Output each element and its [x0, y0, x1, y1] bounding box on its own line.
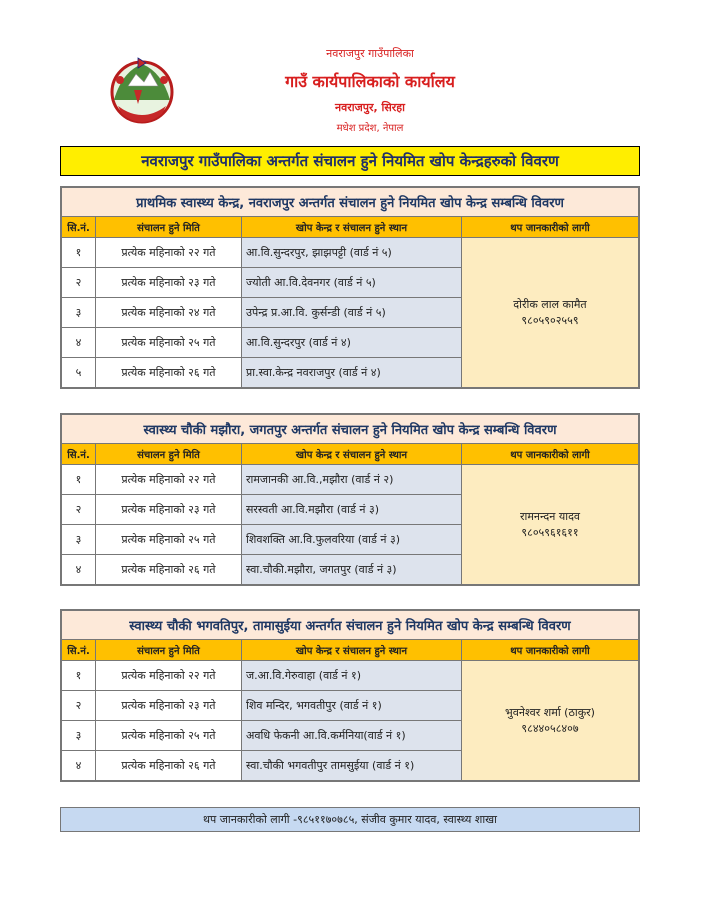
section-hp-majhaura	[60, 413, 640, 586]
row-no: ४	[62, 555, 96, 585]
row-date: प्रत्येक महिनाको २६ गते	[96, 555, 242, 585]
row-location: सरस्वती आ.वि.मझौरा (वार्ड नं ३)	[242, 495, 462, 525]
row-date: प्रत्येक महिनाको २६ गते	[96, 751, 242, 781]
section-title: प्राथमिक स्वास्थ्य केन्द्र, नवराजपुर अन्तर्गत संचालन हुने नियमित खोप केन्द्र सम्बन्धि विवरण	[62, 188, 639, 217]
row-location: रामजानकी आ.वि.,मझौरा (वार्ड नं २)	[242, 465, 462, 495]
col-date: संचालन हुने मिति	[96, 217, 242, 238]
col-date: संचालन हुने मिति	[96, 640, 242, 661]
office-name: गाउँ कार्यपालिकाको कार्यालय	[285, 72, 455, 91]
row-location: आ.वि.सुन्दरपुर, झाझपट्टी (वार्ड नं ५)	[242, 238, 462, 268]
row-no: १	[62, 661, 96, 691]
section-phc-navrajpur	[60, 186, 640, 389]
section-hp-bhagwatipur	[60, 609, 640, 782]
footer-contact: थप जानकारीको लागी -९८५११७०७८५, संजीव कुमार यादव, स्वास्थ्य शाखा	[60, 807, 640, 832]
col-date: संचालन हुने मिति	[96, 444, 242, 465]
row-location: आ.वि.सुन्दरपुर (वार्ड नं ४)	[242, 328, 462, 358]
row-location: शिवशक्ति आ.वि.फुलवरिया (वार्ड नं ३)	[242, 525, 462, 555]
row-date: प्रत्येक महिनाको २३ गते	[96, 495, 242, 525]
row-no: ४	[62, 751, 96, 781]
row-no: १	[62, 238, 96, 268]
col-location: खोप केन्द्र र संचालन हुने स्थान	[242, 444, 462, 465]
table-row	[62, 238, 639, 268]
row-date: प्रत्येक महिनाको २५ गते	[96, 721, 242, 751]
row-no: ३	[62, 525, 96, 555]
row-date: प्रत्येक महिनाको २५ गते	[96, 525, 242, 555]
nepal-emblem-icon	[98, 52, 186, 130]
row-no: ४	[62, 328, 96, 358]
province-line: मधेश प्रदेश, नेपाल	[336, 123, 404, 134]
municipality-name: नवराजपुर गाउँपालिका	[326, 47, 414, 60]
col-location: खोप केन्द्र र संचालन हुने स्थान	[242, 640, 462, 661]
col-no: सि.नं.	[62, 217, 96, 238]
row-no: २	[62, 268, 96, 298]
contact-cell	[462, 238, 639, 388]
address-line: नवराजपुर, सिरहा	[335, 101, 405, 114]
contact-phone: ९८०५९०२५५९	[521, 313, 579, 327]
col-no: सि.नं.	[62, 444, 96, 465]
row-location: अवधि फेकनी आ.वि.कर्मनिया(वार्ड नं १)	[242, 721, 462, 751]
row-location: शिव मन्दिर, भगवतीपुर (वार्ड नं १)	[242, 691, 462, 721]
col-contact: थप जानकारीको लागी	[462, 640, 639, 661]
row-location: ज्योती आ.वि.देवनगर (वार्ड नं ५)	[242, 268, 462, 298]
contact-name: दोरीक लाल कामैत	[513, 297, 587, 311]
section-title: स्वास्थ्य चौकी मझौरा, जगतपुर अन्तर्गत संचालन हुने नियमित खोप केन्द्र सम्बन्धि विवरण	[62, 415, 639, 444]
table-row	[62, 661, 639, 691]
contact-phone: ९८४४०५८४०७	[521, 721, 579, 735]
row-no: २	[62, 495, 96, 525]
row-date: प्रत्येक महिनाको २२ गते	[96, 465, 242, 495]
col-contact: थप जानकारीको लागी	[462, 444, 639, 465]
row-no: ३	[62, 298, 96, 328]
row-no: ५	[62, 358, 96, 388]
row-date: प्रत्येक महिनाको २३ गते	[96, 691, 242, 721]
page-title-banner: नवराजपुर गाउँपालिका अन्तर्गत संचालन हुने नियमित खोप केन्द्रहरुको विवरण	[60, 146, 640, 176]
contact-name: रामनन्दन यादव	[519, 509, 581, 523]
row-no: २	[62, 691, 96, 721]
row-date: प्रत्येक महिनाको २३ गते	[96, 268, 242, 298]
row-no: ३	[62, 721, 96, 751]
col-no: सि.नं.	[62, 640, 96, 661]
row-location: ज.आ.वि.गेरुवाहा (वार्ड नं १)	[242, 661, 462, 691]
contact-cell	[462, 661, 639, 781]
col-contact: थप जानकारीको लागी	[462, 217, 639, 238]
row-date: प्रत्येक महिनाको २४ गते	[96, 298, 242, 328]
row-location: स्वा.चौकी भगवतीपुर तामसुईया (वार्ड नं १)	[242, 751, 462, 781]
row-date: प्रत्येक महिनाको २६ गते	[96, 358, 242, 388]
section-title: स्वास्थ्य चौकी भगवतिपुर, तामासुईया अन्तर्गत संचालन हुने नियमित खोप केन्द्र सम्बन्धि विवरण	[62, 611, 639, 640]
row-location: प्रा.स्वा.केन्द्र नवराजपुर (वार्ड नं ४)	[242, 358, 462, 388]
table-row	[62, 465, 639, 495]
col-location: खोप केन्द्र र संचालन हुने स्थान	[242, 217, 462, 238]
row-date: प्रत्येक महिनाको २२ गते	[96, 238, 242, 268]
row-date: प्रत्येक महिनाको २५ गते	[96, 328, 242, 358]
row-date: प्रत्येक महिनाको २२ गते	[96, 661, 242, 691]
contact-name: भुवनेश्वर शर्मा (ठाकुर)	[505, 705, 595, 719]
contact-phone: ९८०५९६१६११	[521, 525, 579, 539]
row-no: १	[62, 465, 96, 495]
row-location: उपेन्द्र प्र.आ.वि. कुर्सन्डी (वार्ड नं ५)	[242, 298, 462, 328]
row-location: स्वा.चौकी.मझौरा, जगतपुर (वार्ड नं ३)	[242, 555, 462, 585]
contact-cell	[462, 465, 639, 585]
